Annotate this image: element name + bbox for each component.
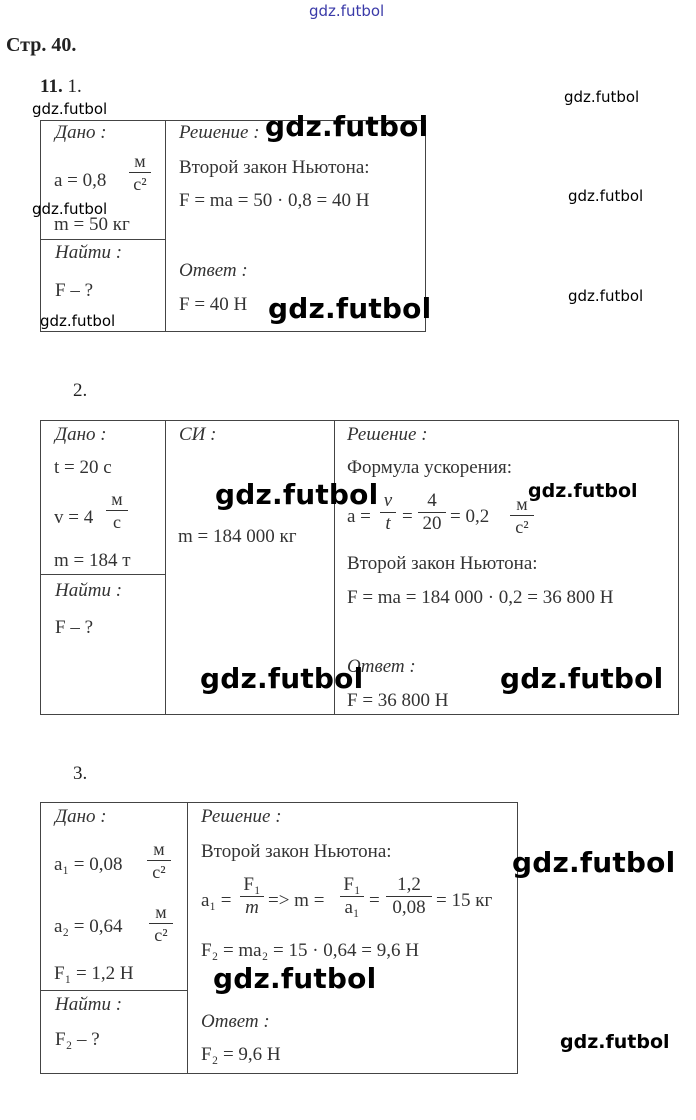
p3-a2-unit bbox=[149, 902, 173, 945]
table3-top-border bbox=[40, 802, 518, 803]
p3-dano-label: Дано : bbox=[55, 806, 107, 827]
p3-formula2: F₂ = ma₂ = 15 · 0,64 = 9,6 Н bbox=[201, 940, 419, 961]
p1-accel-unit bbox=[129, 151, 151, 194]
p2-otvet-label: Ответ : bbox=[347, 656, 416, 677]
p2-frac-4-20 bbox=[418, 491, 446, 534]
watermark: gdz.futbol bbox=[268, 292, 432, 325]
p2-si-m: m = 184 000 кг bbox=[178, 526, 297, 547]
watermark: gdz.futbol bbox=[568, 187, 644, 205]
p3-frac-12: 1,2 bbox=[397, 874, 421, 895]
p3-otvet-label: Ответ : bbox=[201, 1011, 270, 1032]
p1-answer: F = 40 Н bbox=[179, 294, 248, 315]
p1-given-a: a = 0,8 bbox=[54, 170, 107, 191]
table1-row-divider bbox=[40, 239, 166, 240]
table2-col-divider-1 bbox=[165, 420, 166, 715]
p2-accel-unit-num: м bbox=[516, 494, 528, 514]
p3-frac-F1-a1 bbox=[340, 875, 364, 918]
p2-frac-4: 4 bbox=[427, 490, 437, 511]
p2-naiti-label: Найти : bbox=[55, 580, 123, 601]
table1-bottom-border bbox=[40, 331, 426, 332]
p2-given-t: t = 20 с bbox=[54, 457, 112, 478]
table3-bottom-border bbox=[40, 1073, 518, 1074]
p3-f-eq: = bbox=[369, 890, 380, 911]
p2-frac-vt bbox=[380, 491, 396, 534]
watermark: gdz.futbol bbox=[528, 480, 638, 502]
p2-law: Второй закон Ньютона: bbox=[347, 553, 538, 574]
table2-right-border bbox=[678, 420, 679, 715]
watermark: gdz.futbol bbox=[32, 200, 108, 218]
watermark: gdz.futbol bbox=[500, 662, 664, 695]
p2-accel-eq: = bbox=[402, 506, 413, 527]
watermark-top: gdz.futbol bbox=[309, 2, 385, 20]
p3-frac-m: m bbox=[245, 897, 259, 918]
p2-accel-result: = 0,2 bbox=[450, 506, 490, 527]
p3-a1-unit-num: м bbox=[153, 839, 165, 859]
p1-given-m: m = 50 кг bbox=[54, 214, 130, 235]
p3-frac-F1-m bbox=[240, 875, 264, 918]
table3-row-divider bbox=[40, 990, 188, 991]
p3-given-a2: a₂ = 0,64 bbox=[54, 916, 123, 937]
table2-bottom-border bbox=[40, 714, 679, 715]
p2-frac-v: v bbox=[383, 490, 393, 511]
p3-f-a1: a₁ = bbox=[201, 890, 232, 911]
page-title: Стр. 40. bbox=[6, 34, 77, 56]
watermark: gdz.futbol bbox=[560, 1031, 670, 1053]
watermark: gdz.futbol bbox=[200, 662, 364, 695]
watermark: gdz.futbol bbox=[213, 962, 377, 995]
task-number bbox=[40, 76, 82, 98]
p2-v-unit-num: м bbox=[111, 489, 123, 509]
watermark: gdz.futbol bbox=[568, 287, 644, 305]
p2-reshenie-label: Решение : bbox=[347, 424, 428, 445]
table3-left-border bbox=[40, 802, 41, 1074]
p3-frac-F1b: F₁ bbox=[343, 874, 361, 895]
p3-find: F₂ – ? bbox=[55, 1029, 100, 1050]
watermark: gdz.futbol bbox=[564, 88, 640, 106]
p3-a2-unit-num: м bbox=[155, 902, 167, 922]
part-1-label: 1. bbox=[67, 76, 82, 97]
p3-frac-a1b: a₁ bbox=[344, 897, 360, 918]
table1-col-divider bbox=[165, 120, 166, 332]
p3-reshenie-label: Решение : bbox=[201, 806, 282, 827]
part-2-label: 2. bbox=[73, 380, 88, 401]
table1-left-border bbox=[40, 120, 41, 332]
p3-frac-008: 0,08 bbox=[392, 897, 426, 918]
table3-col-divider bbox=[187, 802, 188, 1074]
p1-law: Второй закон Ньютона: bbox=[179, 157, 370, 178]
p1-find: F – ? bbox=[55, 280, 93, 301]
p2-dano-label: Дано : bbox=[55, 424, 107, 445]
part-3-label: 3. bbox=[73, 763, 88, 784]
p3-given-f1: F₁ = 1,2 Н bbox=[54, 963, 134, 984]
p1-otvet-label: Ответ : bbox=[179, 260, 248, 281]
task-number-value: 11. bbox=[40, 76, 63, 97]
p3-a1-unit bbox=[147, 839, 171, 882]
watermark: gdz.futbol bbox=[40, 312, 116, 330]
p2-accel-a: a = bbox=[347, 506, 371, 527]
p1-naiti-label: Найти : bbox=[55, 242, 123, 263]
p3-given-a1: a₁ = 0,08 bbox=[54, 854, 123, 875]
watermark: gdz.futbol bbox=[215, 478, 379, 511]
p2-v-unit bbox=[106, 489, 128, 532]
p2-accel-title: Формула ускорения: bbox=[347, 457, 513, 478]
p2-find: F – ? bbox=[55, 617, 93, 638]
p3-frac-F1: F₁ bbox=[243, 874, 261, 895]
p2-formula: F = ma = 184 000 · 0,2 = 36 800 Н bbox=[347, 587, 614, 608]
p2-given-v: v = 4 bbox=[54, 507, 94, 528]
table2-left-border bbox=[40, 420, 41, 715]
p3-f-impl: => m = bbox=[268, 890, 325, 911]
watermark: gdz.futbol bbox=[512, 846, 676, 879]
p2-given-m: m = 184 т bbox=[54, 550, 131, 571]
watermark: gdz.futbol bbox=[32, 100, 108, 118]
p3-a1-unit-den: с² bbox=[152, 862, 166, 882]
p1-dano-label: Дано : bbox=[55, 122, 107, 143]
p3-answer: F₂ = 9,6 Н bbox=[201, 1044, 281, 1065]
p3-law: Второй закон Ньютона: bbox=[201, 841, 392, 862]
p1-unit-den: с² bbox=[133, 174, 147, 194]
p2-frac-t: t bbox=[385, 513, 391, 534]
p2-frac-20: 20 bbox=[422, 513, 442, 534]
p3-naiti-label: Найти : bbox=[55, 994, 123, 1015]
table2-row-divider bbox=[40, 574, 166, 575]
watermark: gdz.futbol bbox=[265, 110, 429, 143]
p3-frac-12-008 bbox=[386, 875, 432, 918]
p1-formula: F = ma = 50 · 0,8 = 40 Н bbox=[179, 190, 370, 211]
p2-accel-unit-den: с² bbox=[515, 517, 529, 537]
table3-right-border bbox=[517, 802, 518, 1074]
p3-a2-unit-den: с² bbox=[154, 925, 168, 945]
p1-reshenie-label: Решение : bbox=[179, 122, 260, 143]
p2-si-label: СИ : bbox=[179, 424, 217, 445]
p2-answer: F = 36 800 Н bbox=[347, 690, 449, 711]
p3-f-result: = 15 кг bbox=[436, 890, 493, 911]
p2-v-unit-den: с bbox=[113, 512, 121, 532]
table2-top-border bbox=[40, 420, 679, 421]
p1-unit-num: м bbox=[134, 151, 146, 171]
